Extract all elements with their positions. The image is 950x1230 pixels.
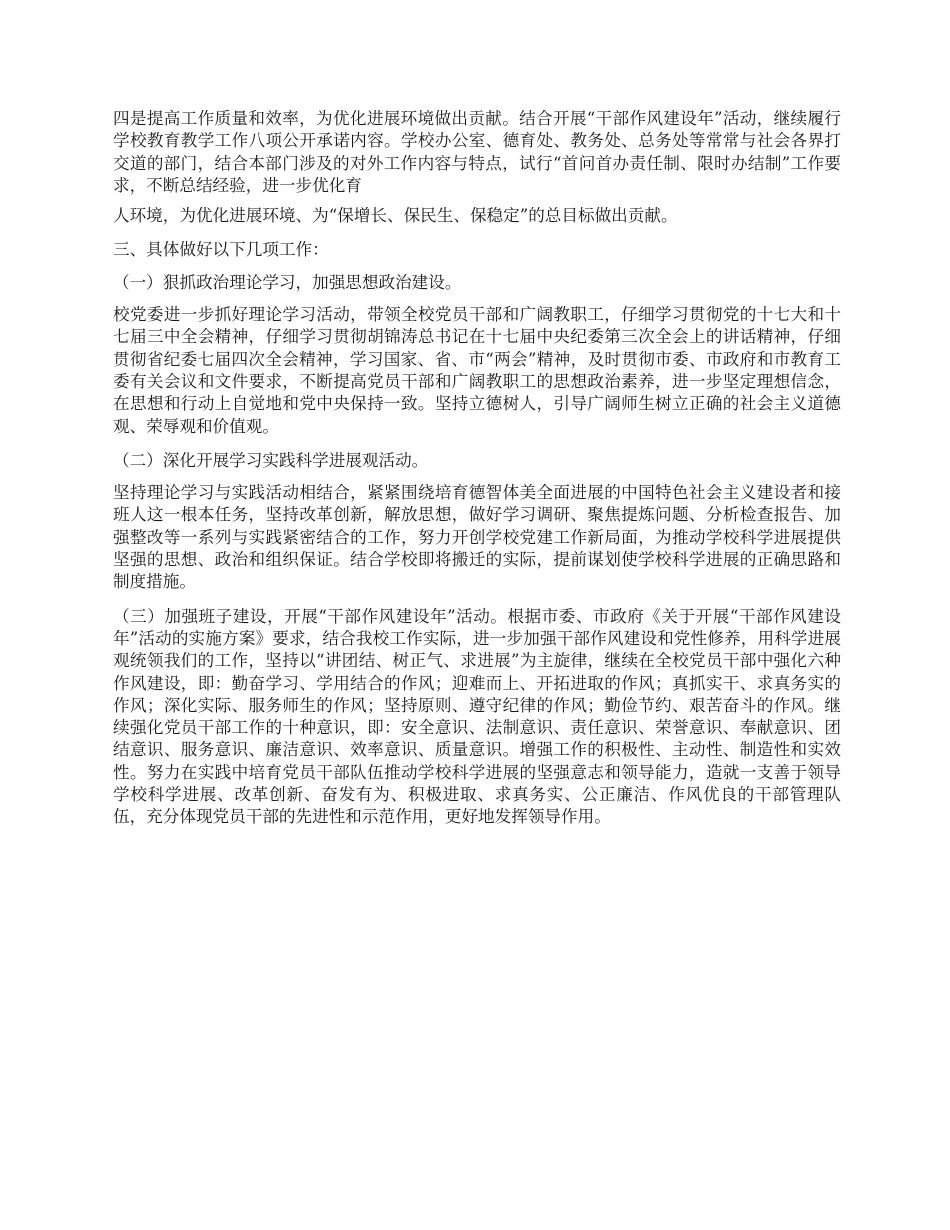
paragraph-environment-goal: 人环境，为优化进展环境、为“保增长、保民生、保稳定”的总目标做出贡献。	[113, 206, 678, 226]
heading-item-two: （二）深化开展学习实践科学进展观活动。	[113, 450, 429, 470]
document-page	[113, 108, 841, 841]
heading-item-one: （一）狠抓政治理论学习，加强思想政治建设。	[113, 272, 462, 292]
paragraph-team-building: （三）加强班子建设，开展“干部作风建设年”活动。根据市委、市政府《关于开展“干部作风建设年”活动的实施方案》要求，结合我校工作实际，进一步加强干部作风建设和党性修养，用科学进展观统领我们的工作，坚持以“讲团结、树正气、求进展”为主旋律，继续在全校党员干部中强化六种作风建设，即：勤奋学习、学用结合的作风；迎难而上、开拓进取的作风；真抓实干、求真务实的作风；深化实际、服务师生的作风；坚持原则、遵守纪律的作风；勤俭节约、艰苦奋斗的作风。继续强化党员干部工作的十种意识，即：安全意识、法制意识、责任意识、荣誉意识、奉献意识、团结意识、服务意识、廉洁意识、效率意识、质量意识。增强工作的积极性、主动性、制造性和实效性。努力在实践中培育党员干部队伍推动学校科学进展的坚强意志和领导能力，造就一支善于领导学校科学进展、改革创新、奋发有为、积极进取、求真务实、公正廉洁、作风优良的干部管理队伍，充分体现党员干部的先进性和示范作用，更好地发挥领导作用。	[113, 606, 841, 827]
heading-section-three: 三、具体做好以下几项工作：	[113, 240, 329, 260]
paragraph-work-quality: 四是提高工作质量和效率，为优化进展环境做出贡献。结合开展“干部作风建设年”活动，继续履行学校教育教学工作八项公开承诺内容。学校办公室、德育处、教务处、总务处等常常与社会各界打交道的部门，结合本部门涉及的对外工作内容与特点，试行“首问首办责任制、限时办结制”工作要求，不断总结经验，进一步优化育	[113, 109, 841, 195]
paragraph-theory-study: 校党委进一步抓好理论学习活动，带领全校党员干部和广阔教职工，仔细学习贯彻党的十七大和十七届三中全会精神，仔细学习贯彻胡锦涛总书记在十七届中央纪委第三次全会上的讲话精神，仔细贯彻省纪委七届四次全会精神，学习国家、省、市“两会”精神，及时贯彻市委、市政府和市教育工委有关会议和文件要求，不断提高党员干部和广阔教职工的思想政治素养，进一步坚定理想信念，在思想和行动上自觉地和党中央保持一致。坚持立德树人，引导广阔师生树立正确的社会主义道德观、荣辱观和价值观。	[113, 305, 841, 436]
paragraph-practice-activity: 坚持理论学习与实践活动相结合，紧紧围绕培育德智体美全面进展的中国特色社会主义建设者和接班人这一根本任务，坚持改革创新，解放思想，做好学习调研、聚焦提炼问题、分析检查报告、加强整改等一系列与实践紧密结合的工作，努力开创学校党建工作新局面，为推动学校科学进展提供坚强的思想、政治和组织保证。结合学校即将搬迁的实际，提前谋划使学校科学进展的正确思路和制度措施。	[113, 483, 841, 592]
